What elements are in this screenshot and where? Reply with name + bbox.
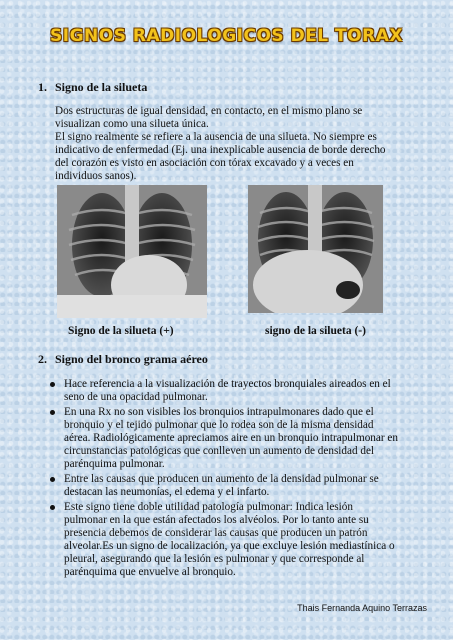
footer-author: Thais Fernanda Aquino Terrazas: [297, 603, 427, 613]
section2-number: 2.: [38, 352, 47, 366]
section1-heading-text: Signo de la silueta: [55, 80, 148, 94]
list-item: [48, 406, 398, 471]
section1-paragraph-2: El signo realmente se refiere a la ausencia de una silueta. No siempre es indicativo de enfermedad (Ej. una inexplicable ausencia de borde derecho del corazón es visto en asociación con tórax excavado y a veces en individuos sanos).: [55, 131, 386, 182]
bullet-icon: [50, 382, 55, 387]
xray-image-silhouette-negative: [248, 185, 383, 313]
caption-silhouette-negative: signo de la silueta (-): [265, 325, 366, 337]
bullet-icon: [50, 505, 55, 510]
section1-number: 1.: [38, 80, 47, 94]
list-item-text: Hace referencia a la visualización de trayectos bronquiales aireados en el seno de una opacidad pulmonar.: [64, 378, 391, 403]
list-item-text: Este signo tiene doble utilidad patología pulmonar: Indica lesión pulmonar en la que están afectados los alvéolos. Por lo tanto ante su presencia debemos de considerar las causas que producen un patrón alveolar.Es un signo de localización, ya que excluye lesión mediastínica o pleural, asegurando que la lesión es pulmonar y que corresponde al parénquima que envuelve al bronquio.: [64, 501, 395, 578]
xray-image-silhouette-positive: [57, 185, 207, 318]
caption-silhouette-positive: Signo de la silueta (+): [68, 325, 174, 337]
list-item: [48, 473, 398, 499]
list-item-text: En una Rx no son visibles los bronquios intrapulmonares dado que el bronquio y el tejido pulmonar que lo rodea son de la misma densidad aérea. Radiológicamente apreciamos aire en un bronquio intrapulmonar en circunstancias patológicas que conlleven un aumento de densidad del parénquima pulmonar.: [64, 406, 398, 470]
bullet-icon: [50, 410, 55, 415]
list-item: [48, 378, 398, 404]
page-title: SIGNOS RADIOLOGICOS DEL TORAX: [50, 26, 403, 46]
section2-heading-text: Signo del bronco grama aéreo: [55, 352, 208, 366]
bullet-list: [48, 378, 398, 581]
bullet-icon: [50, 477, 55, 482]
list-item-text: Entre las causas que producen un aumento de la densidad pulmonar se destacan las neumonías, el edema y el infarto.: [64, 473, 379, 498]
section1-paragraph-1: Dos estructuras de igual densidad, en contacto, en el mismo plano se visualizan como una silueta única.: [55, 105, 363, 130]
list-item: [48, 501, 398, 579]
section2-heading: [38, 352, 208, 367]
section1-heading: [38, 80, 147, 95]
